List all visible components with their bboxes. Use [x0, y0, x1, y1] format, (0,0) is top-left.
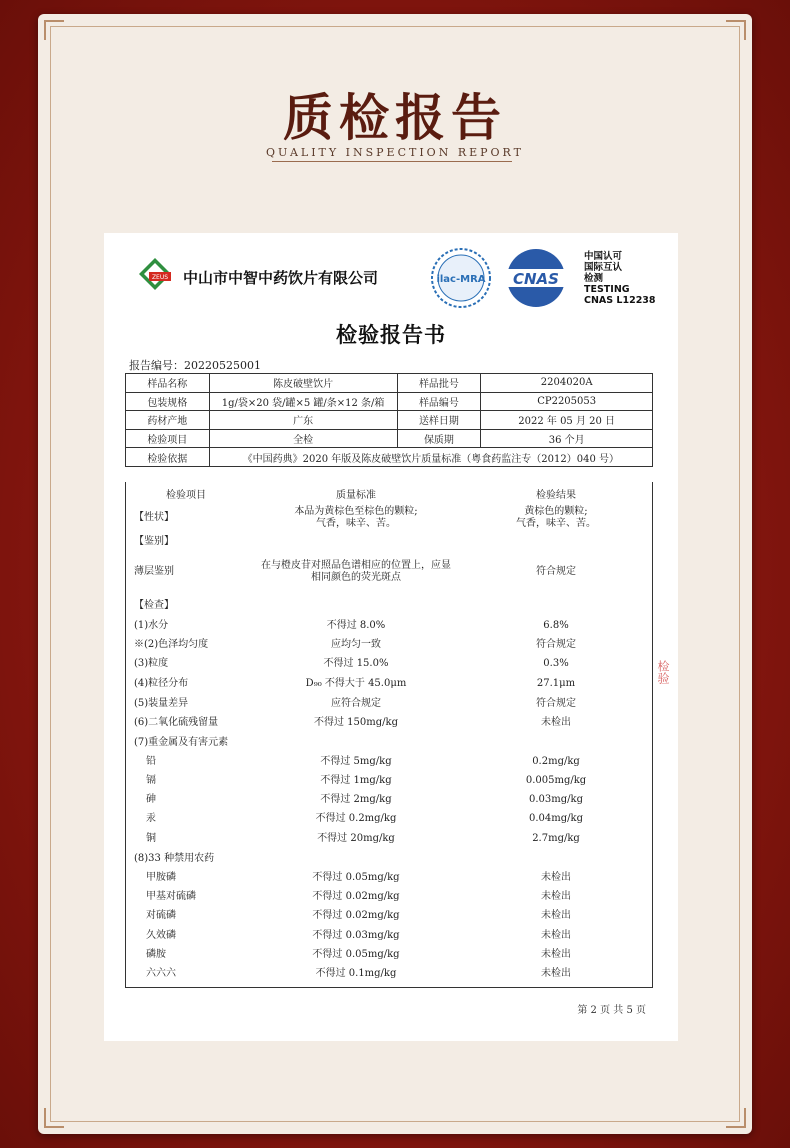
info-cell: 1g/袋×20 袋/罐×5 罐/条×12 条/箱	[209, 392, 397, 411]
table-cell: D₉₀ 不得大于 45.0μm	[305, 678, 407, 689]
table-cell: 本品为黄棕色至棕色的颗粒; 气香，味辛、苦。	[294, 506, 418, 529]
table-cell: 符合规定	[536, 566, 576, 577]
inspection-stamp: 检验	[656, 660, 670, 684]
info-cell: 2022 年 05 月 20 日	[481, 411, 653, 430]
table-cell: 符合规定	[536, 639, 576, 650]
table-cell: 未检出	[541, 968, 571, 979]
table-cell: 不得过 5mg/kg	[320, 756, 392, 767]
table-cell: 不得过 0.2mg/kg	[315, 813, 397, 824]
table-cell: (1)水分	[134, 620, 169, 631]
info-row	[126, 429, 653, 448]
table-cell: 不得过 0.02mg/kg	[312, 891, 400, 902]
info-cell: 送样日期	[397, 411, 481, 430]
table-cell: (8)33 种禁用农药	[134, 853, 215, 864]
table-cell: 不得过 15.0%	[323, 658, 389, 669]
table-cell: 不得过 20mg/kg	[317, 833, 395, 844]
basis-row	[126, 448, 653, 467]
table-cell: 不得过 0.05mg/kg	[312, 949, 400, 960]
table-cell: 镉	[146, 775, 156, 786]
table-cell: 不得过 0.02mg/kg	[312, 910, 400, 921]
basis-text: 《中国药典》2020 年版及陈皮破壁饮片质量标准（粤食药监注专（2012）040 号）	[209, 448, 652, 467]
info-row	[126, 392, 653, 411]
table-cell: 应符合规定	[331, 698, 381, 709]
table-cell: 不得过 2mg/kg	[320, 794, 392, 805]
table-cell: 未检出	[541, 872, 571, 883]
table-cell: 不得过 150mg/kg	[314, 717, 398, 728]
inspection-document	[104, 233, 678, 1041]
cnas-info-line: 中国认可	[584, 251, 623, 262]
table-cell: 甲基对硫磷	[146, 891, 196, 902]
table-cell: 不得过 0.05mg/kg	[312, 872, 400, 883]
table-cell: 不得过 1mg/kg	[320, 775, 392, 786]
table-cell: 六六六	[146, 968, 176, 979]
table-cell: ※(2)色泽均匀度	[134, 639, 209, 650]
table-cell: 对硫磷	[146, 910, 176, 921]
company-logo-icon	[138, 257, 172, 291]
cnas-info-line: 检测	[584, 273, 604, 284]
info-row	[126, 374, 653, 393]
corner-ornament	[44, 20, 64, 40]
info-cell: CP2205053	[481, 392, 653, 411]
info-cell: 全检	[209, 429, 397, 448]
table-cell: 0.3%	[543, 658, 569, 669]
sample-info-table	[125, 373, 653, 467]
report-number: 报告编号：20220525001	[129, 359, 261, 372]
table-cell: (3)粒度	[134, 658, 169, 669]
table-cell: 0.04mg/kg	[529, 813, 583, 824]
table-cell: 铅	[146, 756, 156, 767]
table-cell: 2.7mg/kg	[532, 833, 580, 844]
table-cell: 薄层鉴别	[134, 566, 174, 577]
table-cell: (4)粒径分布	[134, 678, 189, 689]
col-header: 检验项目	[166, 490, 206, 501]
table-cell: 【检查】	[134, 600, 174, 611]
divider	[272, 161, 512, 162]
table-cell: 未检出	[541, 891, 571, 902]
cnas-info	[584, 251, 656, 306]
table-cell: 0.2mg/kg	[532, 756, 580, 767]
page-subtitle: QUALITY INSPECTION REPORT	[266, 146, 524, 159]
table-cell: 27.1μm	[536, 678, 576, 689]
info-cell: 36 个月	[481, 429, 653, 448]
logo-text: ZEUS	[151, 274, 169, 281]
info-cell: 样品名称	[126, 374, 210, 393]
cnas-logo-icon	[500, 247, 572, 309]
table-cell: 未检出	[541, 717, 571, 728]
info-cell: 包装规格	[126, 392, 210, 411]
table-cell: 未检出	[541, 930, 571, 941]
table-cell: 不得过 8.0%	[326, 620, 386, 631]
table-cell: 久效磷	[146, 930, 176, 941]
col-header: 质量标准	[336, 490, 376, 501]
table-cell: 铜	[146, 833, 156, 844]
inspection-items-table	[125, 482, 653, 988]
page-title: 质检报告	[283, 88, 507, 147]
info-cell: 陈皮破壁饮片	[209, 374, 397, 393]
cnas-info-line: 国际互认	[584, 262, 623, 273]
table-cell: (5)装量差异	[134, 698, 189, 709]
info-cell: 检验项目	[126, 429, 210, 448]
info-cell: 样品编号	[397, 392, 481, 411]
table-cell: 磷胺	[146, 949, 166, 960]
page-number: 第 2 页 共 5 页	[577, 1005, 646, 1016]
info-cell: 药材产地	[126, 411, 210, 430]
table-cell: (7)重金属及有害元素	[134, 737, 229, 748]
table-cell: 未检出	[541, 949, 571, 960]
corner-ornament	[726, 20, 746, 40]
info-cell: 保质期	[397, 429, 481, 448]
corner-ornament	[44, 1108, 64, 1128]
cnas-info-line: TESTING	[584, 284, 630, 295]
table-cell: 【鉴别】	[134, 536, 174, 547]
table-cell: 汞	[146, 813, 156, 824]
cnas-info-line: CNAS L12238	[584, 295, 656, 306]
info-row	[126, 411, 653, 430]
table-cell: 砷	[146, 794, 156, 805]
table-cell: 符合规定	[536, 698, 576, 709]
table-cell: 不得过 0.1mg/kg	[315, 968, 397, 979]
info-cell: 广东	[209, 411, 397, 430]
table-cell: 不得过 0.03mg/kg	[312, 930, 400, 941]
table-cell: 0.005mg/kg	[525, 775, 587, 786]
info-cell: 2204020A	[481, 374, 653, 393]
table-cell: 在与橙皮苷对照品色谱相应的位置上，应显 相同颜色的荧光斑点	[261, 560, 451, 583]
info-cell: 样品批号	[397, 374, 481, 393]
table-cell: 甲胺磷	[146, 872, 176, 883]
table-cell: 0.03mg/kg	[529, 794, 583, 805]
ilac-text: ilac-MRA	[436, 274, 486, 285]
table-cell: 【性状】	[134, 512, 174, 523]
company-name: 中山市中智中药饮片有限公司	[183, 269, 379, 287]
document-title: 检验报告书	[336, 323, 446, 347]
table-cell: (6)二氧化硫残留量	[134, 717, 219, 728]
table-cell: 6.8%	[543, 620, 569, 631]
col-header: 检验结果	[536, 490, 576, 501]
table-cell: 黄棕色的颗粒; 气香，味辛、苦。	[516, 506, 596, 529]
basis-label: 检验依据	[126, 448, 210, 467]
table-cell: 未检出	[541, 910, 571, 921]
ilac-mra-logo-icon	[430, 247, 492, 309]
cnas-text: CNAS	[513, 270, 559, 288]
table-cell: 应均匀一致	[331, 639, 381, 650]
corner-ornament	[726, 1108, 746, 1128]
